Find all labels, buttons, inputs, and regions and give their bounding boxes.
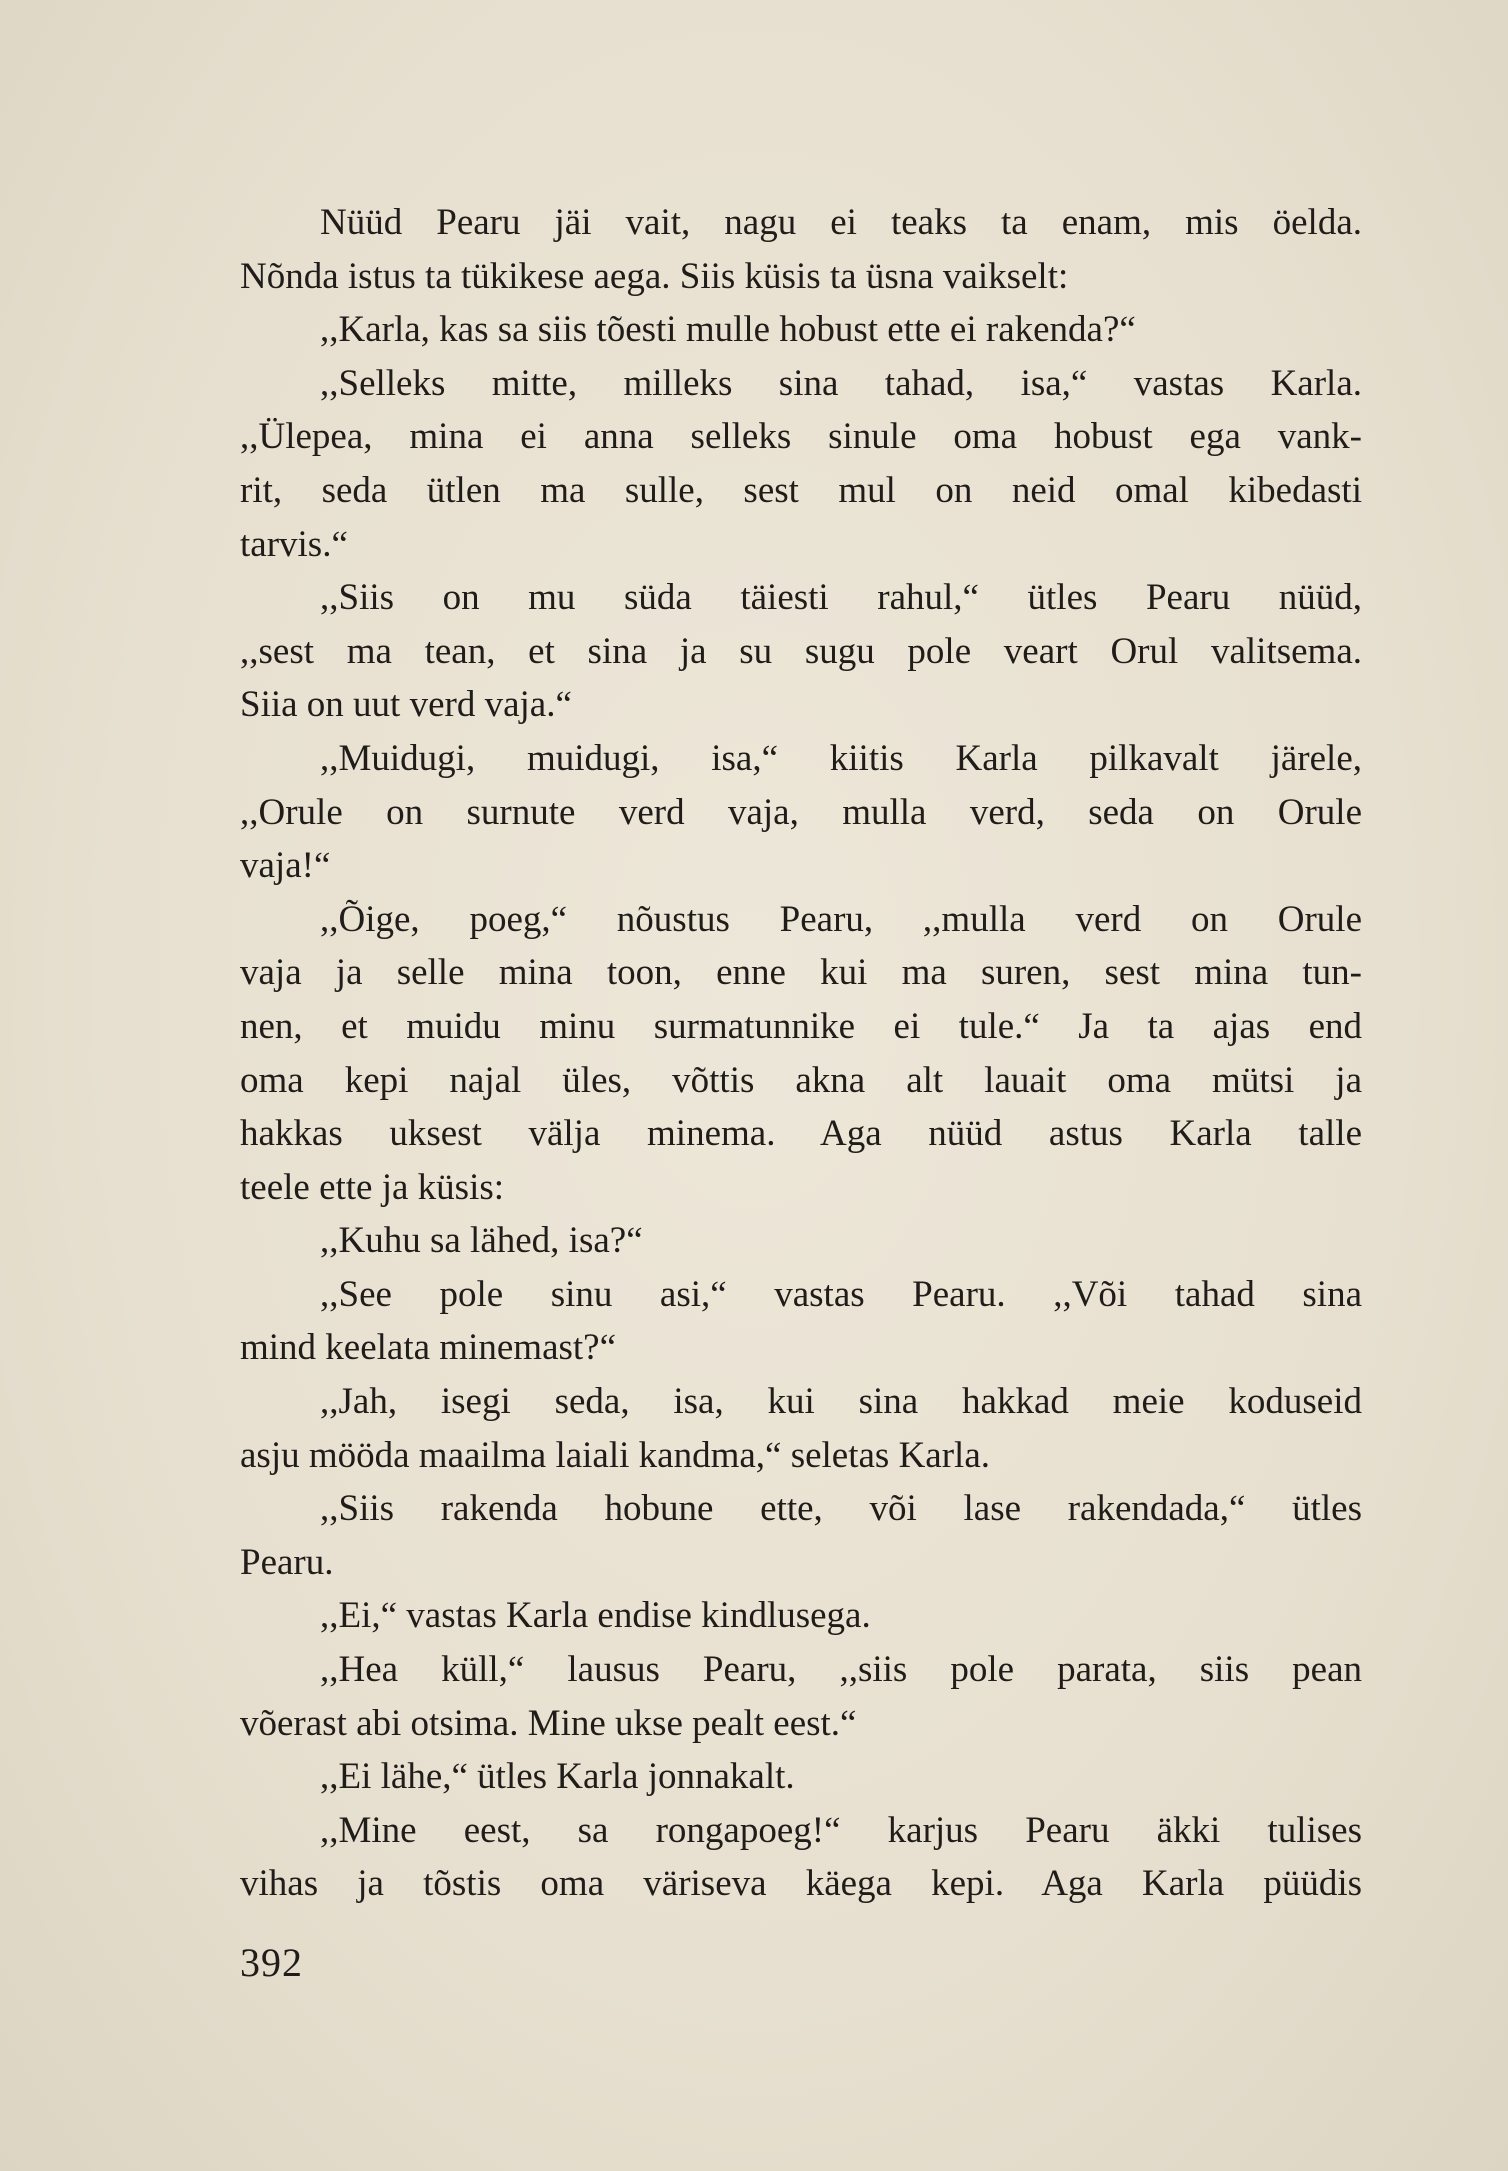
text-line: vihas ja tõstis oma väriseva käega kepi. Aga Karla püüdis [240, 1863, 1362, 1905]
text-line: võerast abi otsima. Mine ukse pealt eest.“ [240, 1702, 857, 1744]
paragraph [240, 196, 1362, 303]
paragraph [240, 1268, 1362, 1375]
text-line: tarvis.“ [240, 523, 348, 565]
text-line: ,,Ei lähe,“ ütles Karla jonnakalt. [320, 1756, 795, 1798]
page-number: 392 [240, 1940, 303, 1985]
text-line: mind keelata minemast?“ [240, 1327, 617, 1369]
paragraph [240, 357, 1362, 571]
text-line: ,,Muidugi, muidugi, isa,“ kiitis Karla pilkavalt järele, [320, 737, 1362, 779]
paragraph [240, 893, 1362, 1215]
text-line: nen, et muidu minu surmatunnike ei tule.“ Ja ta ajas end [240, 1005, 1362, 1047]
text-line: oma kepi najal üles, võttis akna alt lauait oma mütsi ja [240, 1059, 1362, 1101]
body-text [240, 196, 1362, 1911]
paragraph [240, 303, 1362, 357]
text-line: ,,Jah, isegi seda, isa, kui sina hakkad meie koduseid [320, 1381, 1362, 1423]
text-line: vaja!“ [240, 845, 331, 887]
text-line: vaja ja selle mina toon, enne kui ma suren, sest mina tun- [240, 952, 1362, 994]
paragraph [240, 1375, 1362, 1482]
text-line: ,,Mine eest, sa rongapoeg!“ karjus Pearu äkki tulises [320, 1809, 1362, 1851]
paragraph [240, 1214, 1362, 1268]
text-line: ,,Orule on surnute verd vaja, mulla verd, seda on Orule [240, 791, 1362, 833]
paragraph [240, 732, 1362, 893]
paragraph [240, 1804, 1362, 1911]
text-line: ,,Kuhu sa lähed, isa?“ [320, 1220, 643, 1262]
text-line: Siia on uut verd vaja.“ [240, 684, 572, 726]
text-line: Nõnda istus ta tükikese aega. Siis küsis ta üsna vaikselt: [240, 255, 1069, 297]
text-line: teele ette ja küsis: [240, 1166, 505, 1208]
text-line: ,,Selleks mitte, milleks sina tahad, isa,“ vastas Karla. [320, 362, 1362, 404]
paragraph [240, 1750, 1362, 1804]
text-line: hakkas uksest välja minema. Aga nüüd astus Karla talle [240, 1113, 1362, 1155]
text-line: Pearu. [240, 1541, 334, 1583]
text-line: ,,Õige, poeg,“ nõustus Pearu, ,,mulla verd on Orule [320, 898, 1362, 940]
text-line: rit, seda ütlen ma sulle, sest mul on neid omal kibedasti [240, 469, 1362, 511]
text-line: ,,Siis on mu süda täiesti rahul,“ ütles Pearu nüüd, [320, 577, 1362, 619]
text-line: asju mööda maailma laiali kandma,“ seletas Karla. [240, 1434, 990, 1476]
text-line: ,,Ei,“ vastas Karla endise kindlusega. [320, 1595, 871, 1637]
text-line: Nüüd Pearu jäi vait, nagu ei teaks ta enam, mis öelda. [320, 202, 1362, 243]
paragraph [240, 1643, 1362, 1750]
paragraph [240, 1589, 1362, 1643]
paragraph [240, 571, 1362, 732]
text-line: ,,See pole sinu asi,“ vastas Pearu. ,,Või tahad sina [320, 1273, 1362, 1315]
text-line: ,,Karla, kas sa siis tõesti mulle hobust ette ei rakenda?“ [320, 309, 1136, 351]
paragraph [240, 1482, 1362, 1589]
text-line: ,,Hea küll,“ lausus Pearu, ,,siis pole parata, siis pean [320, 1649, 1362, 1691]
text-line: ,,sest ma tean, et sina ja su sugu pole veart Orul valitsema. [240, 630, 1362, 672]
text-line: ,,Ülepea, mina ei anna selleks sinule oma hobust ega vank- [240, 416, 1362, 458]
text-line: ,,Siis rakenda hobune ette, või lase rakendada,“ ütles [320, 1488, 1362, 1530]
